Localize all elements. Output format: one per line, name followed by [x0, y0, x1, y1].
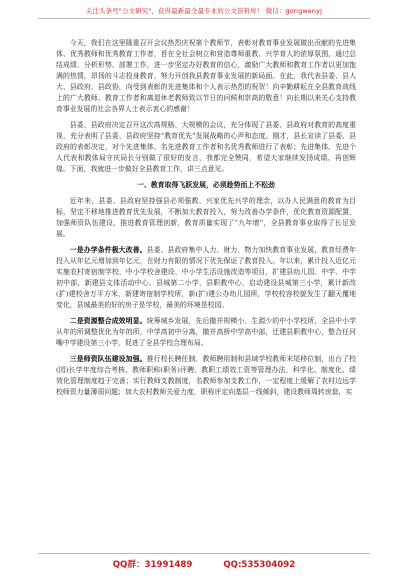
section-heading-1: 一、教育取得飞跃发展，必须趁势而上不松劲 [137, 181, 275, 189]
paragraph-lead: 一是办学条件极大改善。 [69, 246, 147, 254]
paragraph-text: 推行校长聘任制、教师聘用制和县域学校教师末尾移位制，出台了校(园)长学年度综合考核、教师职称(职务)评聘、教职工绩效工资等管理办法，科学化、制度化、绩效化管理制度趋于完善；实行教师支教制度，名教师参加支教工作，一定程度上缓解了农村边远学校师资力量薄弱问题；加大农村教师关爱力度，职称评定向基层一线倾斜，建设教师周转房套，实 [56, 355, 356, 396]
footer-contact [0, 558, 408, 570]
paragraph-achievements: 近年来，县委、县政府坚持强县必须强教、兴家优先兴学的理念，以办人民满意的教育为目标，坚定不移地推进教育优先发展，不断加大教育投入，努力改善办学条件，优化教育资源配置，加强师资队伍建设，推进教育管理创新，教育质量实现了“九年增”，全县教育事业取得了长足发展。 [56, 197, 356, 238]
paragraph-lead: 三是师资队伍建设加强。 [69, 355, 147, 363]
paragraph-lead: 二是资源整合成效明显。 [69, 317, 147, 325]
paragraph-resources [56, 316, 356, 349]
paragraph-conditions [56, 245, 356, 311]
paragraph-text: 统筹城乡发展，先后撤并规模小、生源少的中小学校所，全县中小学从年的所调整优化为年的所，中学高初中分离，撤并高桥中学高中部，迁建县职教中心，整合任河嘴中学建设第三小学，促进了全县学校合理布局。 [56, 317, 356, 347]
document-body [56, 38, 356, 403]
footer-divider [38, 553, 370, 554]
paragraph-text: 县委、县政府集中人力、财力、物力加快教育事业发展，教育经费年投入从年亿元增加到年亿元，在财力有限的情况下优先保证了教育投入。年以来，累计投入近亿元实施农村寄宿制学校、中小学校舍建设、中小学生活设施改造等项目，扩建县幼儿园、中学、中学初中部，新建县文体活动中心、县城第二小学、县职教中心，启动建设县城第三小学，累计新改(扩)建校舍万平方米，新建寄宿制学校所，新(扩)建公办幼儿园所，学校校容校貌发生了翻天覆地变化，县城最美的好的房子是学校，最美的环境是校园。 [56, 246, 356, 309]
header-divider [38, 18, 370, 19]
qq-group-number: QQ群：31991489 [112, 560, 193, 570]
paragraph-teachers [56, 354, 356, 398]
qq-number: QQ:535304092 [223, 560, 296, 570]
header-banner: 关注头条号"公文研究"，获得最新最全最专业的公文资料库！ 微信：gongwenyj [85, 7, 323, 15]
paragraph-meeting-purpose: 县委、县政府决定召开这次高规格、大规模的会议，充分体现了县委、县政府对教育的高度重视，充分表明了县委、县政府坚持“教育优先”发展战略的心声和态度。刚才，县长宣读了县委、县政府的表彰决定，对个先进集体、名先进教育工作者和名优秀教师进行了表彰；先进集体、先进个人代表和教体局守庆局长分别做了很好的发言，我都完全赞同，希望大家继续发扬成绩、再创辉煌。下面，我就进一步做好全县教育工作，讲三点意见。 [56, 121, 356, 173]
paragraph-opening: 今天，我们在这里隆重召开会议热烈庆祝第个教师节，表彰对教育事业发展做出贡献的先进集体、优秀教师和优秀教育工作者，旨在全社会树立和营造尊师重教、兴学育人的浓厚氛围，通过总结成绩、分析形势、部署工作，进一步坚定办好教育的信心，激励广大教师和教育工作者以更加饱满的热情，昂扬的斗志投身教育，努力开创我县教育事业发展的新局面。在此，我代表县委、县人大、县政府、县政协，向受到表彰的先进集体和个人表示热烈的祝贺！向辛勤耕耘在全县教育战线上的广大教师、教育工作者和离退休老教师致以节日的问候和崇高的敬意！向长期以来关心支持教育事业发展的社会各界人士表示衷心的感谢！ [56, 39, 356, 113]
